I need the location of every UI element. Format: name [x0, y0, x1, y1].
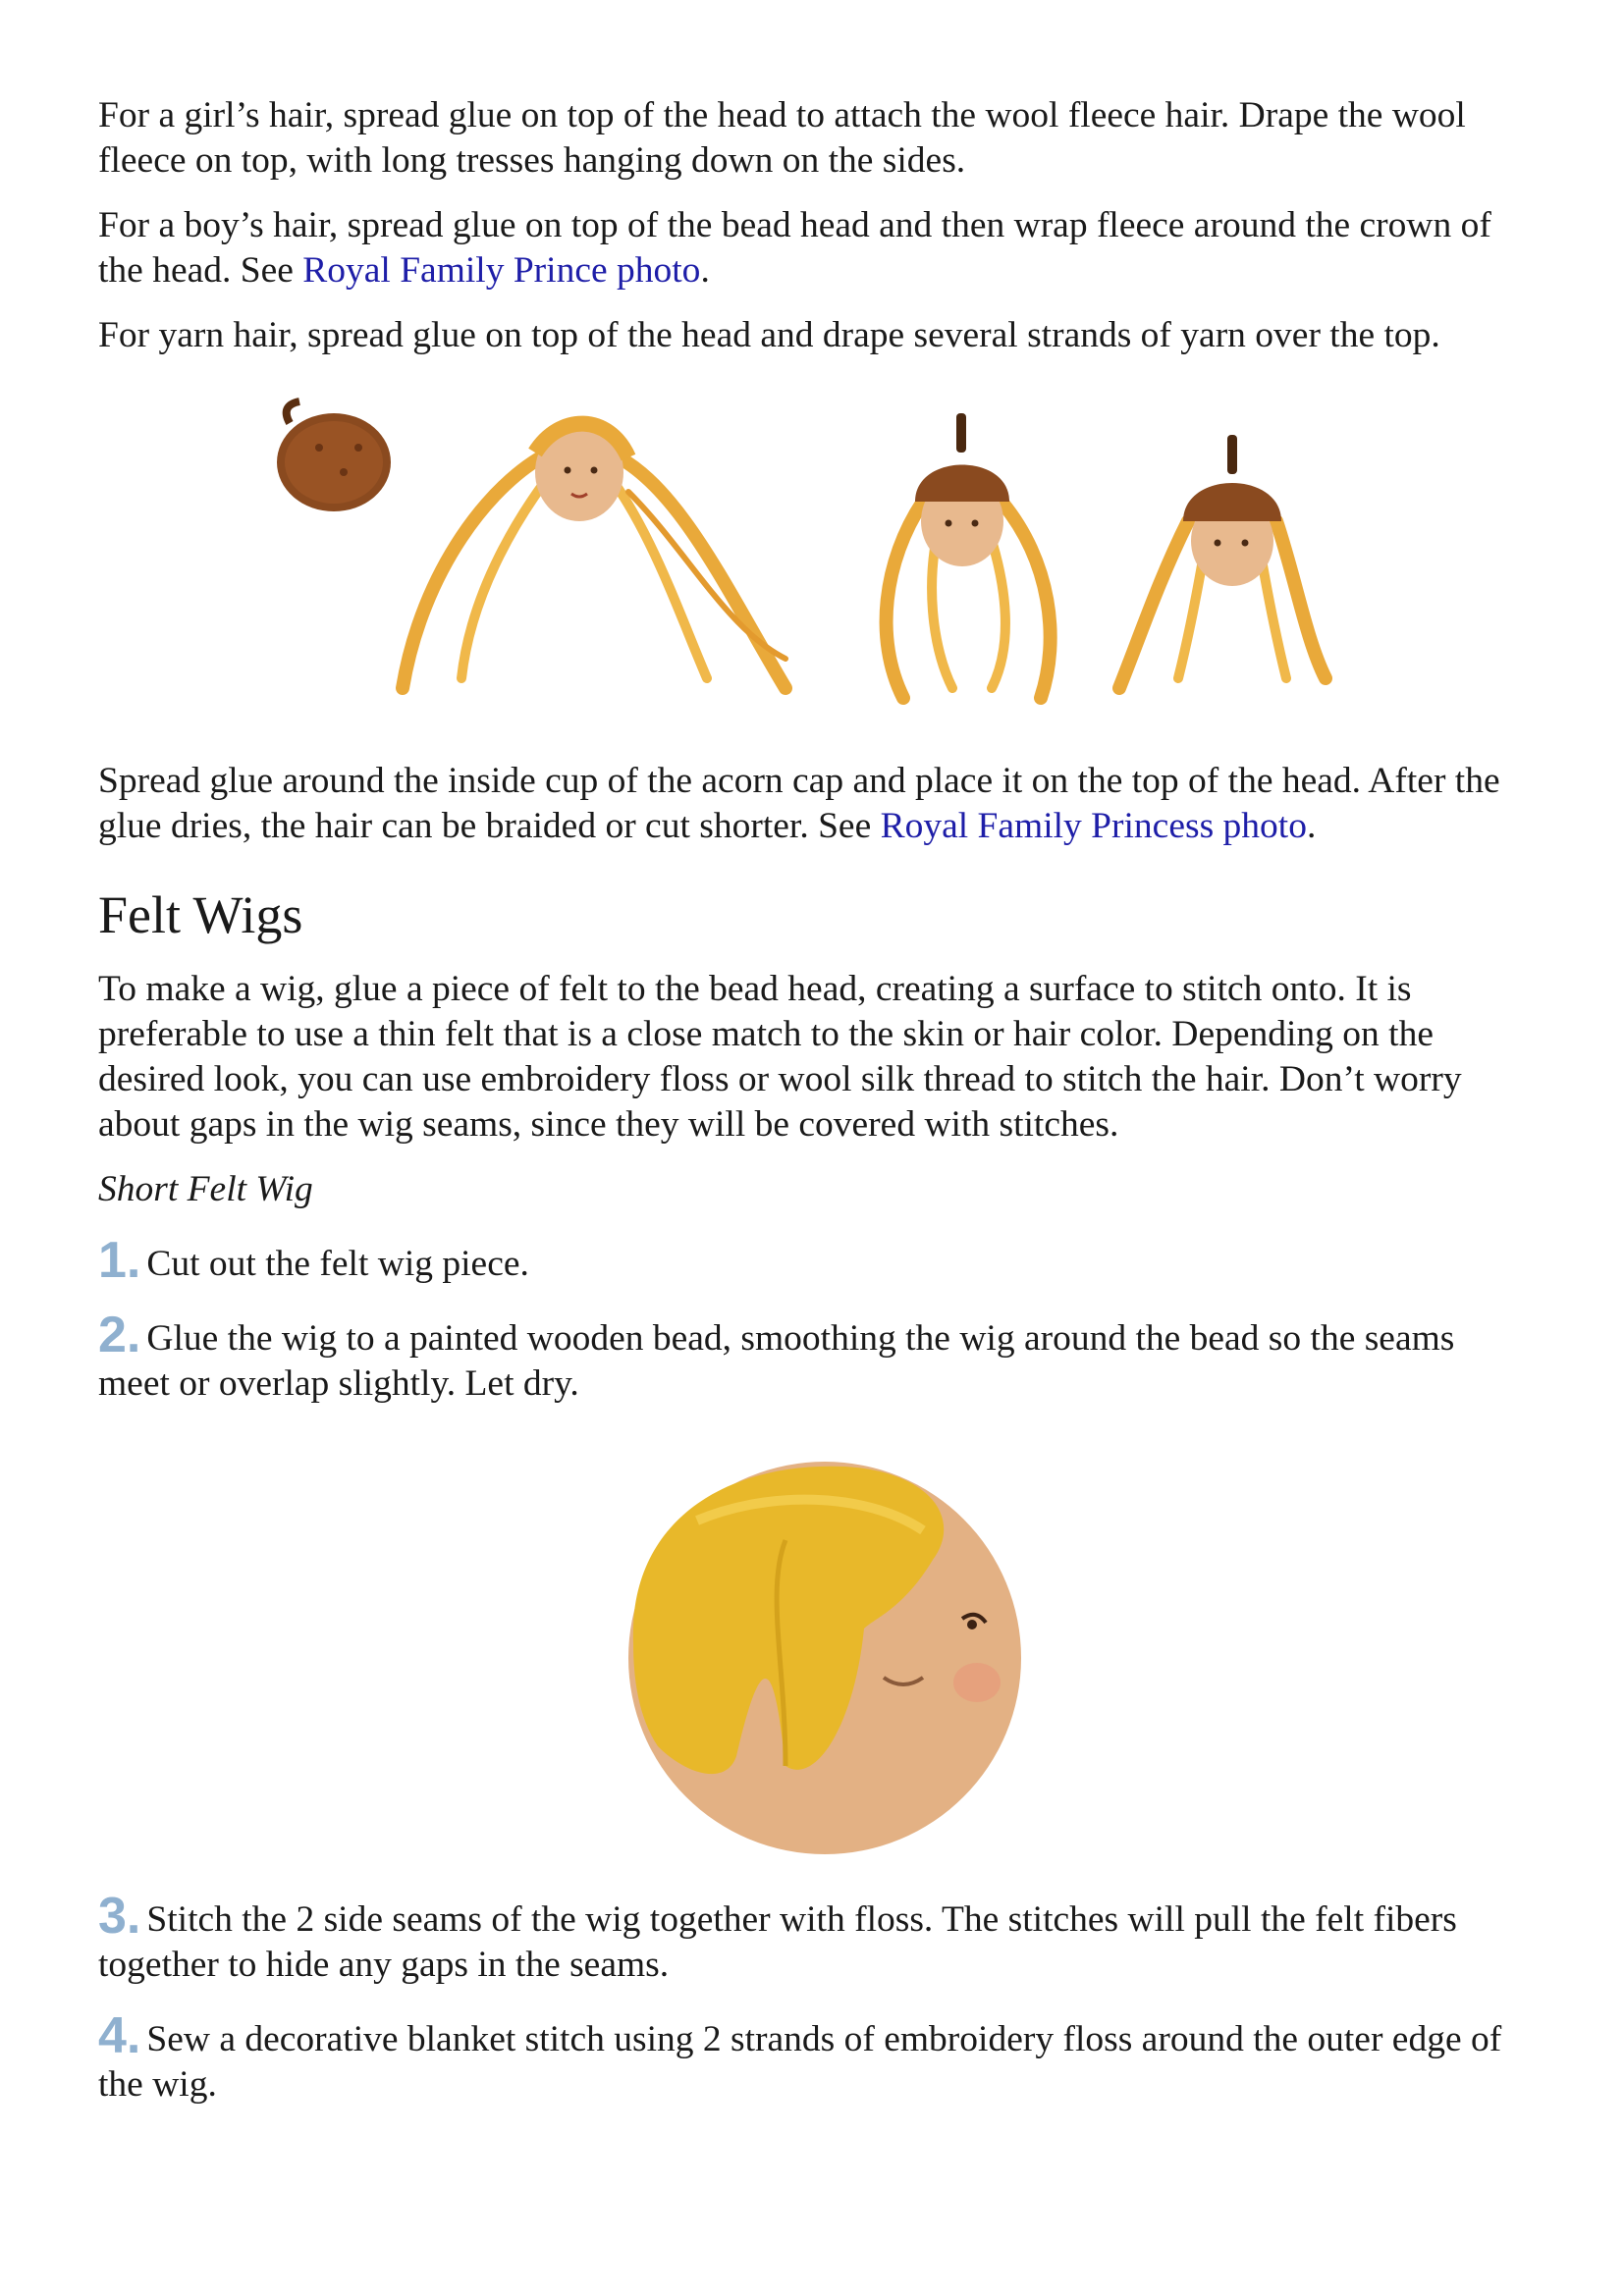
step-number: 1. — [98, 1232, 141, 1289]
acorn-cap-text: Spread glue around the inside cup of the acorn cap and place it on the top of the head. After the glue dries, the hair can be braided or cut shorter. See — [98, 761, 1500, 846]
step-number: 2. — [98, 1307, 141, 1363]
paragraph-boy-hair — [98, 203, 1532, 294]
paragraph-acorn-cap — [98, 759, 1532, 849]
step-text: Sew a decorative blanket stitch using 2 strands of embroidery floss around the outer edge of the wig. — [98, 2019, 1502, 2105]
acorn-hair-figure — [98, 394, 1532, 708]
felt-wig-bead-illustration — [98, 1432, 1532, 1864]
step-4 — [98, 2007, 1532, 2108]
boy-hair-text: For a boy’s hair, spread glue on top of the bead head and then wrap fleece around the crown of the head. See — [98, 205, 1491, 291]
acorn-capped-head-short-image — [1119, 435, 1326, 688]
step-2 — [98, 1307, 1532, 1407]
paragraph-felt-wig-intro: To make a wig, glue a piece of felt to the bead head, creating a surface to stitch onto. It is preferable to use a thin felt that is a close match to the skin or hair color. Depending on the desired look, you can use embroidery floss or wool silk thread to stitch the hair. Don’t worry about gaps in the wig seams, since they will be covered with stitches. — [98, 969, 1462, 1145]
section-title: Felt Wigs — [98, 885, 303, 944]
paragraph-yarn-hair: For yarn hair, spread glue on top of the head and drape several strands of yarn over the top. — [98, 315, 1440, 355]
step-number: 4. — [98, 2007, 141, 2064]
boy-hair-end: . — [700, 250, 710, 291]
step-text: Cut out the felt wig piece. — [146, 1244, 529, 1284]
paragraph-girl-hair: For a girl’s hair, spread glue on top of the head to attach the wool fleece hair. Drape the wool fleece on top, with long tresses hanging down on the sides. — [98, 95, 1466, 181]
step-text: Glue the wig to a painted wooden bead, smoothing the wig around the bead so the seams meet or overlap slightly. Let dry. — [98, 1318, 1455, 1404]
page-content — [98, 93, 1532, 2133]
acorn-cap-image — [277, 401, 391, 511]
yarn-hair-head-image — [403, 423, 785, 688]
step-1 — [98, 1232, 1532, 1289]
acorn-capped-head-long-image — [887, 413, 1051, 698]
subhead-short-felt-wig: Short Felt Wig — [98, 1169, 313, 1209]
step-3 — [98, 1888, 1532, 1988]
royal-family-princess-link[interactable]: Royal Family Princess photo — [880, 806, 1307, 846]
felt-wig-figure — [98, 1432, 1532, 1864]
acorn-cap-end: . — [1306, 806, 1317, 846]
step-text: Stitch the 2 side seams of the wig together with floss. The stitches will pull the felt fibers together to hide any gaps in the seams. — [98, 1899, 1457, 1985]
royal-family-prince-link[interactable]: Royal Family Prince photo — [302, 250, 701, 291]
step-number: 3. — [98, 1888, 141, 1945]
acorn-hair-illustration — [98, 394, 1532, 708]
